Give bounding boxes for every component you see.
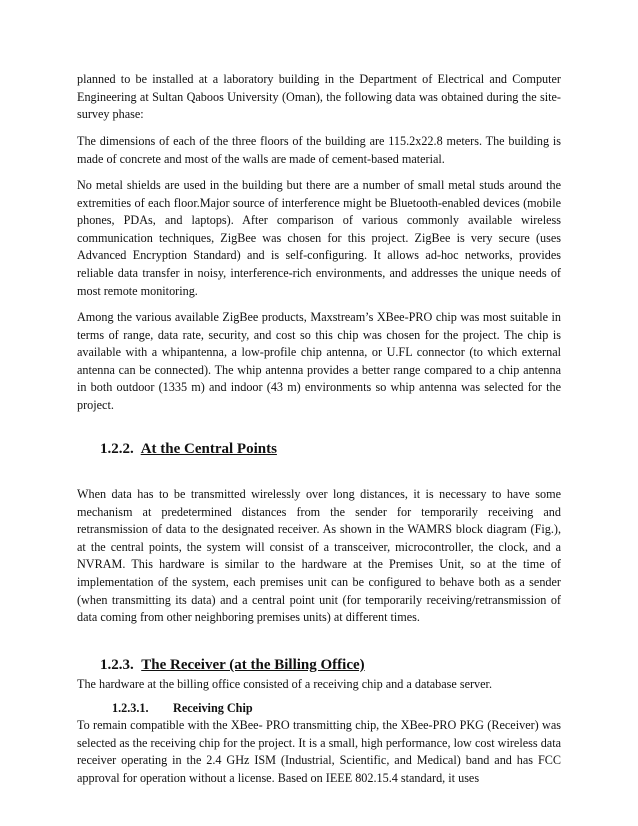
paragraph-central-points: When data has to be transmitted wirelessly over long distances, it is necessary to have some mechanism at predetermined distances from the sender for temporarily receiving and retransmission of data to the designated receiver. As shown in the WAMRS block diagram (Fig.), at the central points, the system will consist of a transceiver, microcontroller, the clock, and a NVRAM. This hardware is similar to the hardware at the Premises Unit, so at the time of implementation of the system, each premises unit can be configured to behave both as a sender (when transmitting its data) and a central point unit (for temporarily receiving/retransmission of data coming from other neighboring premises units) at different times. <box>77 487 561 625</box>
heading-number: 1.2.3.1. <box>112 701 149 715</box>
heading-title: At the Central Points <box>140 441 277 457</box>
paragraph-site-survey: planned to be installed at a laboratory building in the Department of Electrical and Computer Engineering at Sultan Qaboos University (Oman), the following data was obtained during the site-survey phase: <box>77 72 561 122</box>
paragraph-billing-hardware: The hardware at the billing office consisted of a receiving chip and a database server. <box>77 677 492 691</box>
heading-title: The Receiver (at the Billing Office) <box>141 657 365 673</box>
heading-receiver <box>100 657 365 674</box>
paragraph-xbee-pro: Among the various available ZigBee products, Maxstream’s XBee-PRO chip was most suitable in terms of range, data rate, security, and cost so this chip was chosen for the project. The chip is available with a whipantenna, a low-profile chip antenna, or U.FL connector (to which external antenna can be connected). The whip antenna provides a better range compared to a chip antenna in both outdoor (1335 m) and indoor (43 m) environments so whip antenna was selected for the project. <box>77 310 561 412</box>
heading-receiving-chip <box>112 701 253 716</box>
paragraph-interference: No metal shields are used in the building but there are a number of small metal studs around the extremities of each floor.Major source of interference might be Bluetooth-enabled devices (mobile phones, PDAs, and laptops). After comparison of various commonly available wireless communication techniques, ZigBee was chosen for this project. ZigBee is very secure (uses Advanced Encryption Standard) and is self-configuring. It allows ad-hoc networks, provides reliable data transfer in noisy, interference-rich environments, and addresses the unique needs of most remote monitoring. <box>77 178 561 298</box>
heading-number: 1.2.2. <box>100 441 134 457</box>
heading-central-points <box>100 441 277 458</box>
paragraph-dimensions: The dimensions of each of the three floors of the building are 115.2x22.8 meters. The building is made of concrete and most of the walls are made of cement-based material. <box>77 134 561 166</box>
heading-number: 1.2.3. <box>100 657 134 673</box>
paragraph-receiving-chip: To remain compatible with the XBee- PRO transmitting chip, the XBee-PRO PKG (Receiver) was selected as the receiving chip for the project. It is a small, high performance, low cost wireless data receiver operating in the 2.4 GHz ISM (Industrial, Scientific, and Medical) band and has FCC approval for operation without a license. Based on IEEE 802.15.4 standard, it uses <box>77 718 561 785</box>
heading-title: Receiving Chip <box>173 701 253 715</box>
